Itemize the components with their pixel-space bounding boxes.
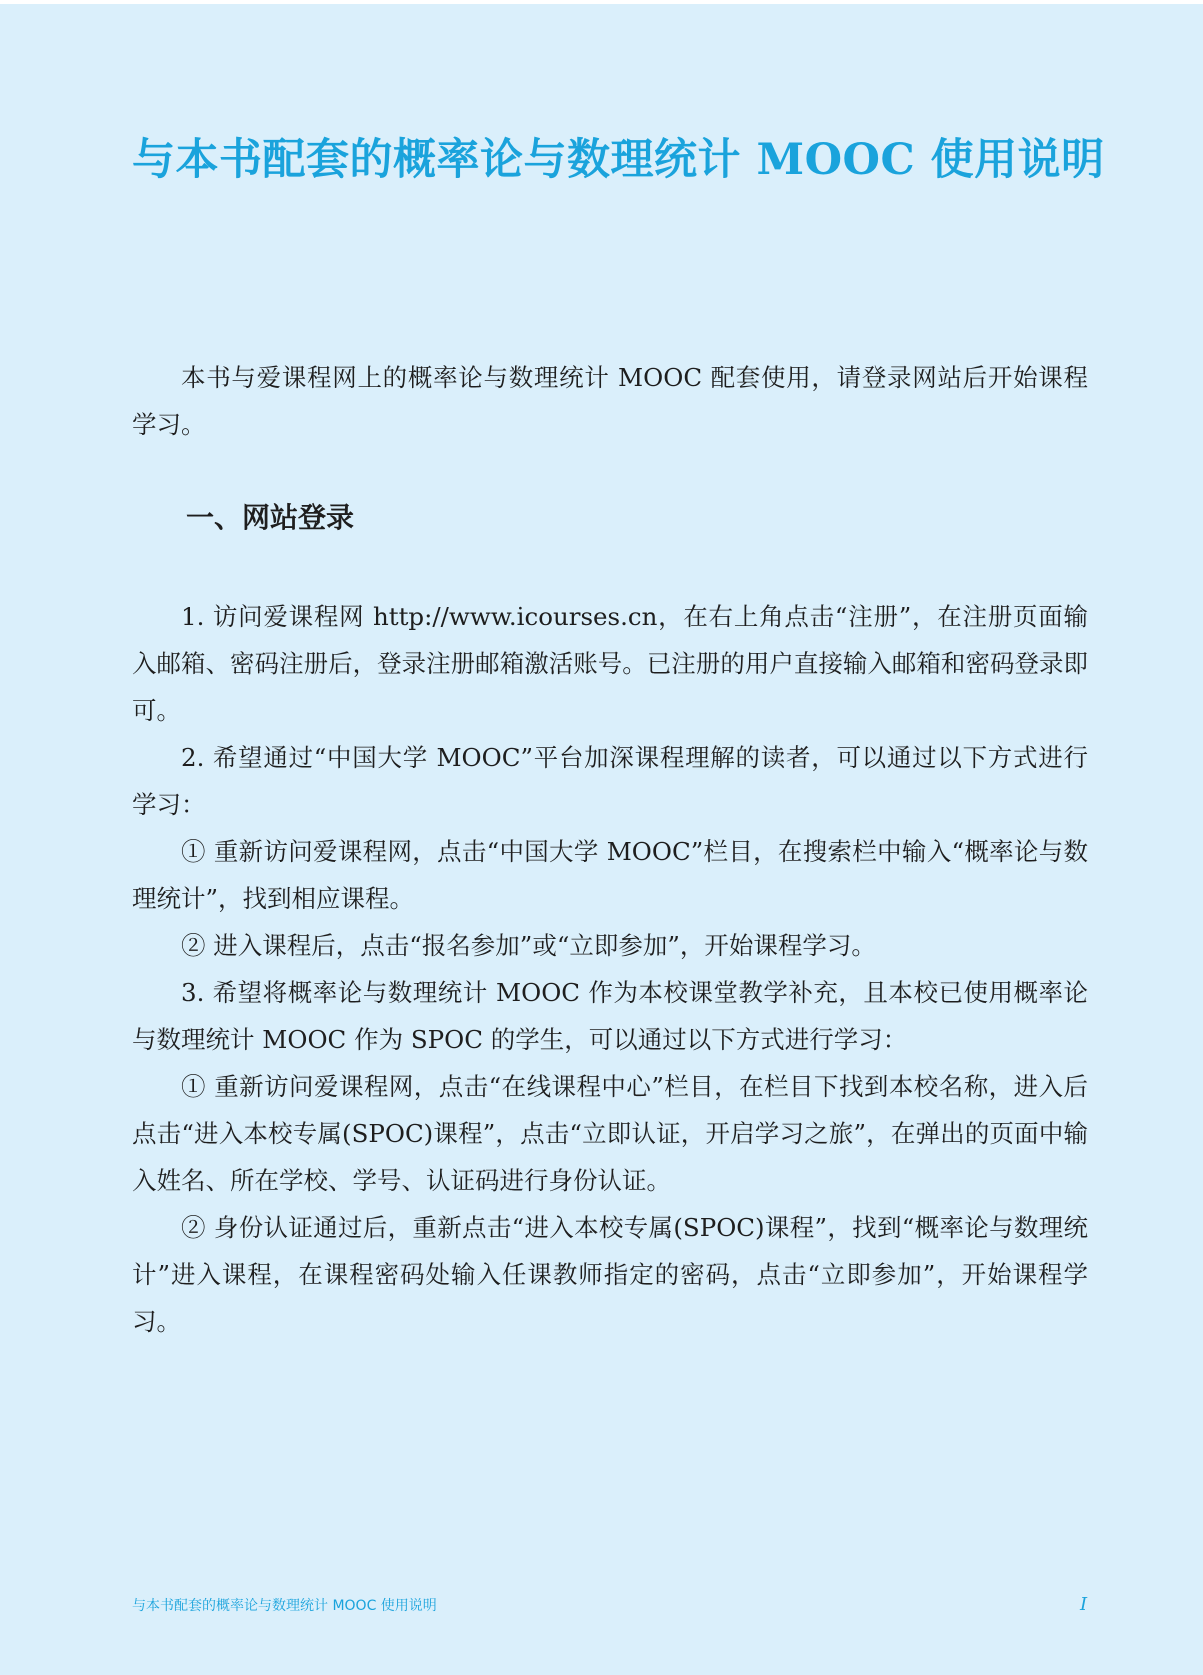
step-3-substep-1: ① 重新访问爱课程网，点击“在线课程中心”栏目，在栏目下找到本校名称，进入后点击“进入本校专属(SPOC)课程”，点击“立即认证，开启学习之旅”，在弹出的页面中输入姓名、所在学校、学号、认证码进行身份认证。: [132, 1072, 1088, 1195]
step-2-substep-2: ② 进入课程后，点击“报名参加”或“立即参加”，开始课程学习。: [181, 931, 876, 960]
step-3-substep-2: ② 身份认证通过后，重新点击“进入本校专属(SPOC)课程”，找到“概率论与数理统计”进入课程，在课程密码处输入任课教师指定的密码，点击“立即参加”，开始课程学习。: [132, 1213, 1088, 1336]
page-title: 与本书配套的概率论与数理统计 MOOC 使用说明: [132, 135, 1105, 185]
intro-block: [132, 354, 1088, 448]
step-2-substep-1: ① 重新访问爱课程网，点击“中国大学 MOOC”栏目，在搜索栏中输入“概率论与数理统计”，找到相应课程。: [132, 837, 1088, 913]
section-heading: 一、网站登录: [186, 501, 355, 534]
step-3-paragraph: 3. 希望将概率论与数理统计 MOOC 作为本校课堂教学补充，且本校已使用概率论与数理统计 MOOC 作为 SPOC 的学生，可以通过以下方式进行学习：: [132, 978, 1088, 1054]
step-2-paragraph: 2. 希望通过“中国大学 MOOC”平台加深课程理解的读者，可以通过以下方式进行学习：: [132, 743, 1088, 819]
intro-paragraph: 本书与爱课程网上的概率论与数理统计 MOOC 配套使用，请登录网站后开始课程学习。: [132, 363, 1088, 439]
page-number: I: [1080, 1594, 1088, 1615]
instructions-block: [132, 593, 1088, 1345]
step-1-paragraph: 1. 访问爱课程网 http://www.icourses.cn，在右上角点击“注册”，在注册页面输入邮箱、密码注册后，登录注册邮箱激活账号。已注册的用户直接输入邮箱和密码登录即可。: [132, 602, 1088, 725]
running-footer-title: 与本书配套的概率论与数理统计 MOOC 使用说明: [132, 1598, 437, 1614]
document-page: [0, 4, 1203, 1675]
